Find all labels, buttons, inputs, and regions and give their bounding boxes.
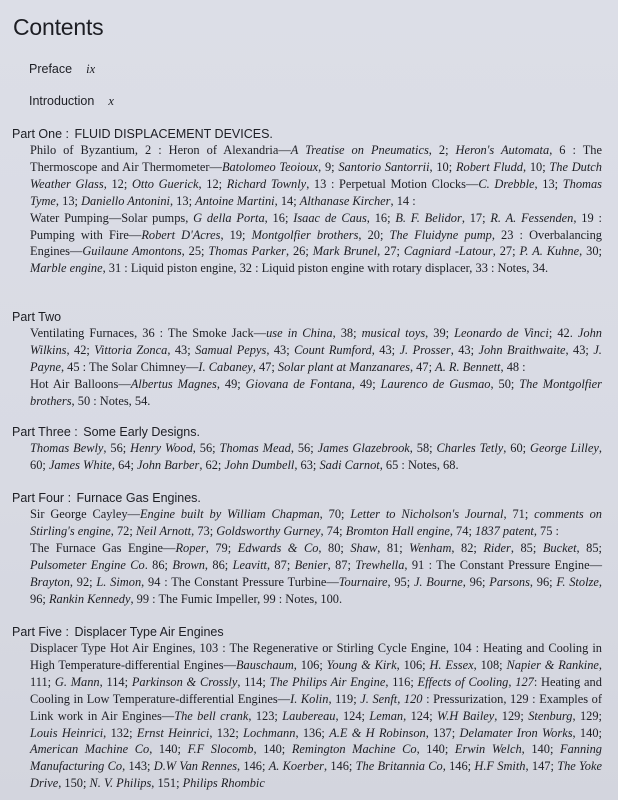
- part-label: Part Four :: [12, 491, 72, 505]
- entry-name: The Philips Air Engine: [269, 674, 386, 689]
- entry-text: , 146;: [323, 759, 356, 774]
- entry-name: J. Bourne: [413, 574, 463, 589]
- entry-text: , 56;: [192, 441, 220, 455]
- entry-name: G della Porta: [193, 210, 265, 225]
- entry-name: Erwin Welch: [454, 742, 522, 757]
- entry-text: , 96;: [30, 574, 602, 606]
- entry-text: , 132;: [209, 725, 244, 740]
- entry-paragraph: [30, 506, 602, 540]
- part-heading: [12, 624, 602, 640]
- entry-text: , 39;: [425, 326, 455, 340]
- entry-text: , 2;: [428, 143, 456, 157]
- part-section: [12, 490, 602, 607]
- entry-text: , 43;: [167, 342, 196, 357]
- entry-text: , 12;: [103, 176, 132, 191]
- entry-text: , 9;: [318, 159, 339, 174]
- entry-name: Goldsworthy Gurney: [216, 523, 321, 538]
- entry-name: The Montgolfier brothers: [30, 376, 602, 408]
- entry-name: Rider: [483, 540, 511, 555]
- entry-text: , 43;: [266, 342, 295, 357]
- entry-text: , 25;: [181, 244, 209, 259]
- entry-text: , 43;: [450, 342, 479, 357]
- entry-text: , 56;: [290, 441, 318, 455]
- entry-name: Parkinson & Crossly: [131, 674, 238, 689]
- entry-text: The Furnace Gas Engine—: [30, 540, 176, 555]
- entry-name: Batolomeo Teoioux: [221, 159, 319, 174]
- entry-name: Robert Fludd: [455, 159, 523, 174]
- entry-name: F. Stolze: [556, 574, 599, 589]
- entry-name: The bell crank: [174, 708, 249, 723]
- entry-paragraph: [30, 376, 602, 410]
- entry-name: J. Senft, 120: [360, 691, 423, 706]
- entry-text: , 50 : Notes, 54.: [71, 393, 151, 408]
- entry-name: Ernst Heinrici: [136, 725, 210, 740]
- entry-name: Parsons: [489, 574, 530, 589]
- entry-text: , 140;: [253, 742, 292, 757]
- entry-name: Benier: [294, 557, 328, 572]
- entry-text: Philo of Byzantium, 2 : Heron of Alexandria—: [30, 143, 291, 157]
- entry-name: Letter to Nicholson's Journal: [350, 507, 504, 521]
- entry-text: , 146;: [237, 759, 269, 774]
- entry-name: The Britannia Co: [355, 759, 443, 774]
- entry-text: , 56;: [103, 441, 131, 455]
- entry-text: , 47;: [252, 359, 278, 374]
- entry-text: , 99 : The Fumic Impeller, 99 : Notes, 100.: [130, 591, 343, 606]
- entry-name: John Dumbell: [224, 457, 295, 472]
- entry-text: Ventilating Furnaces, 36 : The Smoke Jack—: [30, 326, 267, 340]
- entry-text: , 119;: [328, 691, 361, 706]
- entry-name: W.H Bailey: [437, 708, 495, 723]
- part-label: Part Two: [12, 310, 62, 324]
- part-body: [30, 440, 602, 474]
- entry-text: Sir George Cayley—: [30, 507, 140, 521]
- entry-name: I. Kolin: [290, 691, 329, 706]
- front-matter-page: x: [108, 94, 114, 108]
- entry-name: A Treatise on Pneumatics: [290, 143, 429, 157]
- part-subtitle: Furnace Gas Engines.: [76, 491, 201, 505]
- entry-text: ; 42.: [548, 326, 578, 340]
- part-heading: [12, 309, 602, 325]
- entry-name: Henry Wood: [130, 441, 193, 455]
- entry-text: , 27;: [492, 244, 520, 259]
- entry-name: Isaac de Caus: [293, 210, 367, 225]
- entry-name: James Glazebrook: [317, 441, 410, 455]
- part-section: [12, 624, 602, 792]
- entry-text: , 14;: [274, 193, 300, 208]
- entry-name: I. Cabaney: [198, 359, 253, 374]
- entry-name: B. F. Belidor: [395, 210, 462, 225]
- entry-text: , 146;: [442, 759, 475, 774]
- entry-text: , 143;: [122, 759, 154, 774]
- entry-name: American Machine Co: [30, 742, 150, 757]
- entry-text: , 151;: [151, 776, 183, 791]
- entry-name: Daniello Antonini: [81, 193, 170, 208]
- entry-paragraph: [30, 142, 602, 210]
- entry-name: John Wilkins: [30, 326, 602, 357]
- entry-text: , 43;: [371, 342, 400, 357]
- entry-name: Cagniard -Latour: [403, 244, 493, 259]
- entry-text: , 85;: [510, 540, 543, 555]
- entry-name: Engine built by William Chapman: [139, 507, 320, 521]
- entry-text: , 124;: [403, 708, 438, 723]
- entry-text: , 73;: [191, 523, 217, 538]
- part-heading: [12, 490, 602, 506]
- entry-name: Giovana de Fontana: [245, 376, 352, 391]
- entry-text: , 136;: [295, 725, 330, 740]
- entry-name: Leavitt: [232, 557, 267, 572]
- entry-text: , 13 : Perpetual Motion Clocks—: [306, 176, 479, 191]
- entry-name: use in China: [266, 326, 333, 340]
- entry-text: , 70;: [319, 507, 351, 521]
- entry-text: , 87;: [266, 557, 295, 572]
- entry-text: , 140;: [572, 725, 602, 740]
- entry-text: , 87;: [327, 557, 356, 572]
- entry-text: , 80;: [318, 540, 351, 555]
- part-section: [12, 424, 602, 474]
- entry-name: Thomas Parker: [208, 244, 286, 259]
- entry-name: The Fluidyne pump: [389, 227, 492, 242]
- entry-name: J. Prosser: [399, 342, 451, 357]
- entry-name: Guilaune Amontons: [82, 244, 182, 259]
- entry-name: Thomas Mead: [219, 441, 291, 455]
- entry-name: A. R. Bennett: [435, 359, 501, 374]
- entry-name: Bromton Hall engine: [345, 523, 450, 538]
- entry-text: , 106;: [293, 657, 327, 672]
- entry-name: Samual Pepys: [195, 342, 267, 357]
- entry-name: Louis Heinrici: [30, 725, 104, 740]
- entry-name: D.W Van Rennes: [153, 759, 238, 774]
- entry-text: , 30;: [579, 244, 602, 259]
- entry-name: comments on Stirling's engine: [30, 507, 602, 538]
- entry-text: , 19;: [220, 227, 252, 242]
- entry-name: George Lilley: [530, 441, 599, 455]
- entry-text: , 71;: [503, 507, 535, 521]
- entry-name: Leman: [369, 708, 404, 723]
- entry-name: Delamater Iron Works: [459, 725, 573, 740]
- part-body: [30, 325, 602, 410]
- entry-text: , 10;: [523, 159, 550, 174]
- entry-name: Trewhella: [355, 557, 405, 572]
- entry-name: G. Mann: [54, 674, 100, 689]
- entry-text: , 106;: [396, 657, 430, 672]
- entry-name: Roper: [175, 540, 206, 555]
- entry-name: Edwards & Co: [237, 540, 319, 555]
- entry-name: C. Drebble: [478, 176, 535, 191]
- entry-text: , 74;: [449, 523, 475, 538]
- part-label: Part Five :: [12, 625, 69, 639]
- entry-text: , 137;: [425, 725, 460, 740]
- entry-text: , 47;: [409, 359, 436, 374]
- entry-name: Rankin Kennedy: [48, 591, 131, 606]
- entry-text: , 43;: [565, 342, 594, 357]
- entry-text: , 49;: [216, 376, 246, 391]
- front-matter-page: ix: [86, 62, 96, 76]
- entry-name: Stenburg: [528, 708, 573, 723]
- part-subtitle: Some Early Designs.: [83, 425, 200, 439]
- entry-name: Effects of Cooling, 127: [417, 674, 534, 689]
- entry-name: Wenham: [409, 540, 452, 555]
- entry-name: H. Essex: [429, 657, 474, 672]
- entry-name: P. A. Kuhne: [519, 244, 580, 259]
- entry-name: L. Simon: [96, 574, 142, 589]
- entry-name: Robert D'Acres: [141, 227, 221, 242]
- front-matter-item: [29, 62, 95, 77]
- entry-text: , 96;: [462, 574, 490, 589]
- entry-name: Lochmann: [243, 725, 296, 740]
- entry-name: N. V. Philips: [89, 776, 152, 791]
- entry-name: F.F Slocomb: [187, 742, 254, 757]
- entry-name: musical toys: [361, 326, 426, 340]
- part-section: [12, 309, 602, 410]
- part-body: [30, 142, 602, 277]
- entry-text: , 23 : Overbalancing Engines—: [30, 227, 603, 259]
- entry-name: Antoine Martini: [195, 193, 275, 208]
- entry-text: , 63;: [294, 457, 320, 472]
- entry-text: , 19 : Pumping with Fire—: [30, 210, 602, 242]
- entry-text: , 82;: [451, 540, 484, 555]
- part-subtitle: FLUID DISPLACEMENT DEVICES.: [74, 127, 273, 141]
- entry-name: The Dutch Weather Glass: [30, 159, 603, 191]
- entry-text: , 42;: [66, 342, 95, 357]
- entry-paragraph: [30, 640, 602, 792]
- entry-name: Bucket: [542, 540, 577, 555]
- entry-name: Pulsometer Engine Co: [30, 557, 145, 572]
- entry-text: , 123;: [248, 708, 283, 723]
- entry-text: , 81;: [377, 540, 410, 555]
- entry-name: Count Rumford: [294, 342, 372, 357]
- page-title: Contents: [13, 14, 104, 40]
- entry-name: R. A. Fessenden: [490, 210, 574, 225]
- entry-name: Richard Townly: [226, 176, 307, 191]
- entry-text: , 65 : Notes, 68.: [379, 457, 459, 472]
- entry-text: , 13;: [55, 193, 82, 208]
- entry-name: John Barber: [137, 457, 200, 472]
- entry-text: : Heating and Cooling in Low Temperature-differential Engines—: [30, 674, 602, 706]
- entry-text: , 86;: [204, 557, 233, 572]
- part-body: [30, 506, 602, 607]
- entry-name: A. Koerber: [268, 759, 324, 774]
- entry-text: Displacer Type Hot Air Engines, 103 : The Regenerative or Stirling Cycle Engine, 104 : Heating and Cooling in High Temperature-differential Engines—: [30, 641, 602, 672]
- entry-paragraph: [30, 325, 602, 376]
- part-heading: [12, 424, 602, 440]
- entry-name: Solar plant at Manzanares: [277, 359, 410, 374]
- entry-name: Althanase Kircher: [299, 193, 391, 208]
- entry-text: Water Pumping—Solar pumps,: [30, 210, 194, 225]
- entry-text: , 91 : The Constant Pressure Engine—: [404, 557, 602, 572]
- entry-text: , 75 :: [533, 523, 559, 538]
- part-label: Part Three :: [12, 425, 78, 439]
- part-heading: [12, 126, 602, 142]
- entry-text: , 12;: [198, 176, 227, 191]
- entry-text: , 114;: [99, 674, 132, 689]
- part-label: Part One :: [12, 127, 69, 141]
- entry-text: , 14 :: [390, 193, 416, 208]
- entry-text: , 20;: [358, 227, 390, 242]
- part-body: [30, 640, 602, 792]
- entry-name: Marble engine: [30, 261, 103, 276]
- entry-name: Thomas Bewly: [30, 441, 104, 455]
- entry-text: : Pressurization, 129 : Examples of Link work in Air Engines—: [30, 691, 602, 723]
- entry-name: Fanning Manufacturing Co: [30, 742, 603, 774]
- entry-name: Brown: [172, 557, 205, 572]
- entry-text: , 64;: [111, 457, 138, 472]
- entry-text: , 60;: [30, 441, 602, 472]
- entry-name: Tournaire: [338, 574, 388, 589]
- entry-text: , 124;: [335, 708, 370, 723]
- front-matter-item: [29, 94, 114, 109]
- part-section: [12, 126, 602, 277]
- entry-text: , 85;: [576, 540, 602, 555]
- entry-name: Sadi Carnot: [319, 457, 380, 472]
- entry-text: , 62;: [199, 457, 225, 472]
- entry-text: , 13;: [169, 193, 196, 208]
- entry-paragraph: [30, 440, 602, 474]
- entry-name: Young & Kirk: [326, 657, 397, 672]
- entry-name: The Yoke Drive: [30, 759, 602, 791]
- entry-name: Vittoria Zonca: [94, 342, 168, 357]
- entry-text: , 58;: [409, 441, 437, 455]
- entry-paragraph: [30, 210, 602, 278]
- entry-text: , 16;: [366, 210, 396, 225]
- entry-name: Thomas Tyme: [30, 176, 602, 208]
- entry-text: , 116;: [385, 674, 418, 689]
- entry-text: , 48 :: [500, 359, 526, 374]
- entry-name: Montgolfier brothers: [251, 227, 359, 242]
- entry-name: Shaw: [350, 540, 378, 555]
- entry-name: Neil Arnott: [135, 523, 192, 538]
- entry-text: , 140;: [149, 742, 188, 757]
- entry-text: , 26;: [285, 244, 313, 259]
- entry-text: , 150;: [58, 776, 90, 791]
- entry-text: , 114;: [237, 674, 270, 689]
- entry-text: , 129;: [572, 708, 602, 723]
- entry-name: H.F Smith: [474, 759, 526, 774]
- front-matter-label: Preface: [29, 62, 73, 76]
- entry-text: , 10;: [429, 159, 456, 174]
- entry-text: , 74;: [320, 523, 346, 538]
- part-subtitle: Displacer Type Air Engines: [74, 625, 224, 639]
- entry-text: . 86;: [144, 557, 173, 572]
- entry-name: Remington Machine Co: [291, 742, 417, 757]
- entry-name: Brayton: [30, 574, 70, 589]
- entry-text: , 72;: [110, 523, 136, 538]
- entry-name: A.E & H Robinson: [329, 725, 426, 740]
- entry-name: 1837 patent: [475, 523, 534, 538]
- entry-text: , 49;: [351, 376, 381, 391]
- entry-text: , 45 : The Solar Chimney—: [60, 359, 199, 374]
- entry-text: , 95;: [387, 574, 414, 589]
- entry-text: , 60;: [503, 441, 531, 455]
- entry-text: , 140;: [416, 742, 455, 757]
- entry-text: , 50;: [490, 376, 520, 391]
- entry-text: Hot Air Balloons—: [30, 376, 131, 391]
- entry-name: Napier & Rankine: [506, 657, 599, 672]
- entry-text: , 92;: [69, 574, 97, 589]
- entry-text: , 94 : The Constant Pressure Turbine—: [141, 574, 339, 589]
- entry-text: , 129;: [494, 708, 529, 723]
- entry-name: Heron's Automata: [455, 143, 550, 157]
- entry-name: John Braithwaite: [478, 342, 566, 357]
- entry-text: , 108;: [473, 657, 507, 672]
- entry-text: , 13;: [534, 176, 563, 191]
- entry-text: , 132;: [103, 725, 137, 740]
- entry-name: J. Payne: [30, 342, 602, 374]
- entry-text: , 31 : Liquid piston engine, 32 : Liquid piston engine with rotary displacer, 33 : Notes, 34.: [102, 261, 549, 276]
- entry-name: Mark Brunel: [312, 244, 378, 259]
- entry-paragraph: [30, 540, 602, 608]
- entry-text: , 38;: [332, 326, 362, 340]
- entry-text: , 96;: [529, 574, 557, 589]
- entry-text: , 6 : The Thermoscope and Air Thermometer—: [30, 143, 602, 174]
- entry-name: Santorio Santorrii: [338, 159, 430, 174]
- entry-name: Bauschaum: [235, 657, 294, 672]
- entry-name: Leonardo de Vinci: [454, 326, 549, 340]
- entry-name: Otto Guerick: [131, 176, 199, 191]
- entry-text: , 147;: [525, 759, 558, 774]
- entry-text: , 27;: [377, 244, 404, 259]
- entry-name: Charles Tetly: [436, 441, 504, 455]
- entry-text: , 111;: [30, 657, 602, 689]
- entry-name: James White: [48, 457, 112, 472]
- entry-text: , 16;: [264, 210, 294, 225]
- entry-name: Albertus Magnes: [130, 376, 217, 391]
- front-matter-label: Introduction: [29, 94, 95, 108]
- entry-text: , 140;: [521, 742, 561, 757]
- entry-name: Laurenco de Gusmao: [380, 376, 491, 391]
- entry-name: Laubereau: [282, 708, 336, 723]
- entry-text: , 79;: [205, 540, 238, 555]
- entry-text: , 17;: [461, 210, 491, 225]
- entry-name: Philips Rhombic: [182, 776, 265, 791]
